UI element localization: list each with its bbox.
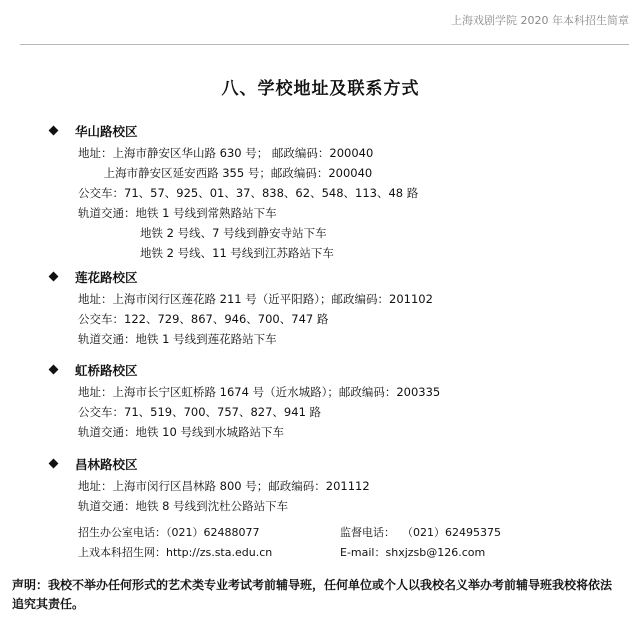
campus-metro-line: 轨道交通：地铁 1 号线到常熟路站下车 [78, 206, 277, 220]
campus-address-line: 地址：上海市长宁区虹桥路 1674 号（近水城路）；邮政编码：200335 [78, 385, 441, 399]
supervision-phone: 监督电话： （021）62495375 [340, 526, 501, 539]
campus-metro-line: 地铁 2 号线、11 号线到江苏路站下车 [140, 246, 334, 260]
campus-address-line: 地址：上海市闵行区昌林路 800 号；邮政编码：201112 [78, 479, 370, 493]
section-title: 八、学校地址及联系方式 [221, 79, 420, 99]
campus-metro-line: 地铁 2 号线、7 号线到静安寺站下车 [140, 226, 327, 240]
campus-heading [50, 267, 621, 289]
admissions-website-link[interactable]: 上戏本科招生网：http://zs.sta.edu.cn [78, 546, 273, 559]
diamond-bullet-icon [49, 272, 59, 282]
campus-metro-line: 轨道交通：地铁 8 号线到沈杜公路站下车 [78, 499, 289, 513]
campus-lianhua [50, 267, 621, 349]
campus-name: 昌林路校区 [75, 457, 138, 472]
campus-heading [50, 454, 621, 476]
email-link[interactable]: E-mail：shxjzsb@126.com [340, 546, 486, 559]
campus-metro-line: 轨道交通：地铁 1 号线到莲花路站下车 [78, 332, 277, 346]
disclaimer-notice: 声明：我校不举办任何形式的艺术类专业考试考前辅导班，任何单位或个人以我校名义举办考前辅导班我校将依法追究其责任。 [12, 578, 613, 611]
page-header [0, 0, 641, 48]
header-divider [20, 44, 629, 45]
campus-heading [50, 121, 621, 143]
campus-bus-line: 公交车：122、729、867、946、700、747 路 [78, 312, 329, 326]
campus-name: 华山路校区 [75, 124, 138, 139]
campus-metro-line: 轨道交通：地铁 10 号线到水城路站下车 [78, 425, 284, 439]
diamond-bullet-icon [49, 126, 59, 136]
header-text: 上海戏剧学院 2020 年本科招生简章 [451, 14, 629, 27]
campus-address-line: 地址：上海市静安区华山路 630 号； 邮政编码：200040 [78, 146, 374, 160]
campus-heading [50, 360, 621, 382]
contact-info [78, 523, 618, 563]
campus-name: 莲花路校区 [75, 270, 138, 285]
campus-bus-line: 公交车：71、57、925、01、37、838、62、548、113、48 路 [78, 186, 419, 200]
campus-name: 虹桥路校区 [75, 363, 138, 378]
contact-row [78, 523, 618, 543]
campus-huashan [50, 121, 621, 263]
contact-row [78, 543, 618, 563]
campus-address-line: 地址：上海市闵行区莲花路 211 号（近平阳路）；邮政编码：201102 [78, 292, 433, 306]
diamond-bullet-icon [49, 459, 59, 469]
diamond-bullet-icon [49, 365, 59, 375]
campus-hongqiao [50, 360, 621, 442]
campus-bus-line: 公交车：71、519、700、757、827、941 路 [78, 405, 322, 419]
admissions-phone: 招生办公室电话：（021）62488077 [78, 526, 260, 539]
campus-address-line: 上海市静安区延安西路 355 号；邮政编码：200040 [78, 166, 373, 180]
campus-changlin [50, 454, 621, 516]
